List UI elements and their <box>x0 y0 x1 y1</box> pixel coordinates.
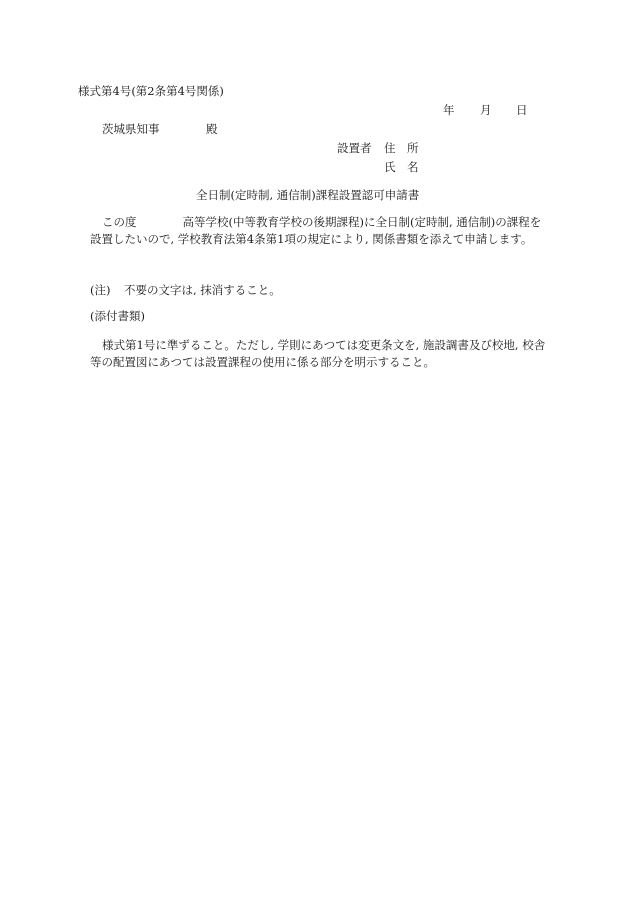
body-text: この度 高等学校(中等教育学校の後期課程)に全日制(定時制, 通信制)の課程を設置したいので, 学校教育法第4条第1項の規定により, 関係書類を添えて申請します。 <box>90 215 542 246</box>
applicant-name-label: 氏 名 <box>384 160 419 174</box>
addressee-title: 茨城県知事 <box>102 122 160 136</box>
date-month: 月 <box>480 103 492 117</box>
addressee-honorific: 殿 <box>206 122 218 136</box>
form-number: 様式第4号(第2条第4号関係) <box>78 84 224 98</box>
date-day: 日 <box>516 103 528 117</box>
attachments-text: 様式第1号に準ずること。ただし, 学則にあつては変更条文を, 施設調書及び校地, 校舎等の配置図にあつては設置課程の使用に係る部分を明示すること。 <box>90 338 546 369</box>
applicant-role: 設置者 <box>337 141 372 155</box>
date-year: 年 <box>443 103 455 117</box>
document-title: 全日制(定時制, 通信制)課程設置認可申請書 <box>196 188 420 202</box>
attachments-heading: (添付書類) <box>90 309 145 323</box>
applicant-address-label: 住 所 <box>384 141 419 155</box>
note-label: (注) <box>90 283 111 297</box>
note-text: 不要の文字は, 抹消すること。 <box>124 283 281 297</box>
